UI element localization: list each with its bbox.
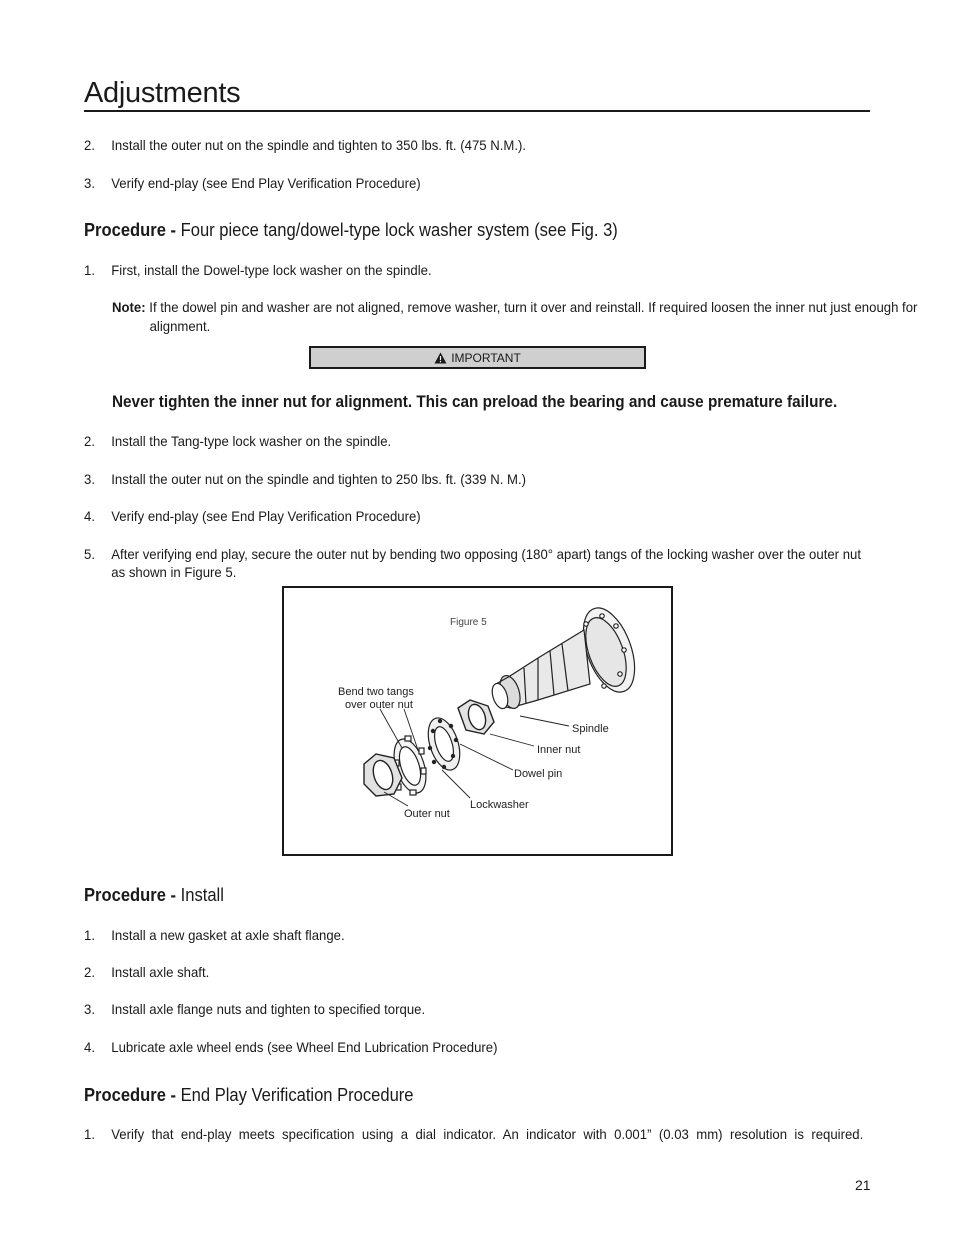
step-number: 2.: [84, 964, 95, 980]
procedure-label: Procedure -: [84, 1085, 177, 1105]
step-text: Verify end-play (see End Play Verification Procedure): [111, 508, 421, 524]
inner-nut-drawing: [458, 700, 494, 734]
step-text: Install axle flange nuts and tighten to specified torque.: [111, 1001, 426, 1017]
procedure-heading-lockwasher: [84, 219, 618, 241]
step-text: Lubricate axle wheel ends (see Wheel End Lubrication Procedure): [111, 1039, 498, 1055]
list-item: [84, 963, 823, 981]
procedure-title: Four piece tang/dowel-type lock washer system (see Fig. 3): [176, 220, 618, 240]
procedure-heading-endplay: [84, 1084, 414, 1106]
step-number: 1.: [84, 927, 95, 943]
step-number: 3.: [84, 471, 95, 487]
label-spindle: Spindle: [572, 723, 609, 735]
dowel-lockwasher-drawing: [422, 714, 465, 774]
step-number: 1.: [84, 262, 95, 278]
list-item: [84, 174, 823, 192]
step-text: Install a new gasket at axle shaft flange.: [111, 927, 345, 943]
list-item: [84, 136, 823, 154]
step-number: 4.: [84, 1039, 95, 1055]
step-number: 3.: [84, 175, 95, 191]
page-number: 21: [855, 1177, 871, 1193]
step-number: 3.: [84, 1001, 95, 1017]
important-banner: [309, 346, 646, 369]
procedure-title: End Play Verification Procedure: [176, 1085, 414, 1105]
step-text: Install the outer nut on the spindle and tighten to 250 lbs. ft. (339 N. M.): [111, 471, 527, 487]
note-text: If the dowel pin and washer are not aligned, remove washer, turn it over and reinstall. If required loosen the inner nut just enough for alignment.: [145, 299, 918, 334]
step-number: 2.: [84, 137, 95, 153]
list-item: [84, 470, 823, 488]
step-number: 5.: [84, 546, 95, 562]
step-text: Install the outer nut on the spindle and tighten to 350 lbs. ft. (475 N.M.).: [111, 137, 527, 153]
step-number: 4.: [84, 508, 95, 524]
page-title: Adjustments: [84, 77, 241, 110]
label-outer-nut: Outer nut: [404, 808, 450, 820]
list-item: [84, 1038, 823, 1056]
warning-text: Never tighten the inner nut for alignment. This can preload the bearing and cause premature failure.: [112, 392, 838, 411]
warning-triangle-icon: [434, 352, 447, 364]
title-divider: [84, 110, 870, 112]
step-number: 2.: [84, 433, 95, 449]
step-text: After verifying end play, secure the outer nut by bending two opposing (180° apart) tangs of the locking washer over the outer nut as shown in Figure 5.: [111, 546, 862, 580]
list-item: [84, 1000, 823, 1018]
label-dowel-pin: Dowel pin: [514, 768, 563, 780]
note-label: Note:: [112, 299, 146, 315]
label-bend-line1: Bend two tangs: [338, 686, 414, 698]
list-item: [84, 432, 823, 450]
list-item: [84, 545, 862, 581]
label-lockwasher: Lockwasher: [470, 799, 529, 811]
label-inner-nut: Inner nut: [537, 744, 581, 756]
list-item: [84, 507, 823, 525]
list-item: [84, 261, 823, 279]
list-item: [84, 1125, 864, 1143]
procedure-label: Procedure -: [84, 220, 177, 240]
step-text: Verify that end-play meets specification using a dial indicator. An indicator with 0.001” (0.03 mm) resolution is required.: [111, 1126, 864, 1142]
step-text: Install axle shaft.: [111, 964, 210, 980]
procedure-title: Install: [176, 885, 224, 905]
spindle-drawing: [489, 601, 644, 711]
step-text: Install the Tang-type lock washer on the spindle.: [111, 433, 392, 449]
note-block: [112, 298, 930, 336]
step-text: Verify end-play (see End Play Verification Procedure): [111, 175, 421, 191]
important-label: IMPORTANT: [451, 350, 521, 365]
list-item: [84, 926, 823, 944]
step-number: 1.: [84, 1126, 95, 1142]
procedure-heading-install: [84, 884, 224, 906]
spindle-assembly-illustration: [284, 588, 671, 854]
procedure-label: Procedure -: [84, 885, 177, 905]
figure-caption: Figure 5: [450, 617, 487, 628]
figure-5-frame: [282, 586, 673, 856]
step-text: First, install the Dowel-type lock washer on the spindle.: [111, 262, 432, 278]
label-bend-line2: over outer nut: [345, 699, 413, 711]
